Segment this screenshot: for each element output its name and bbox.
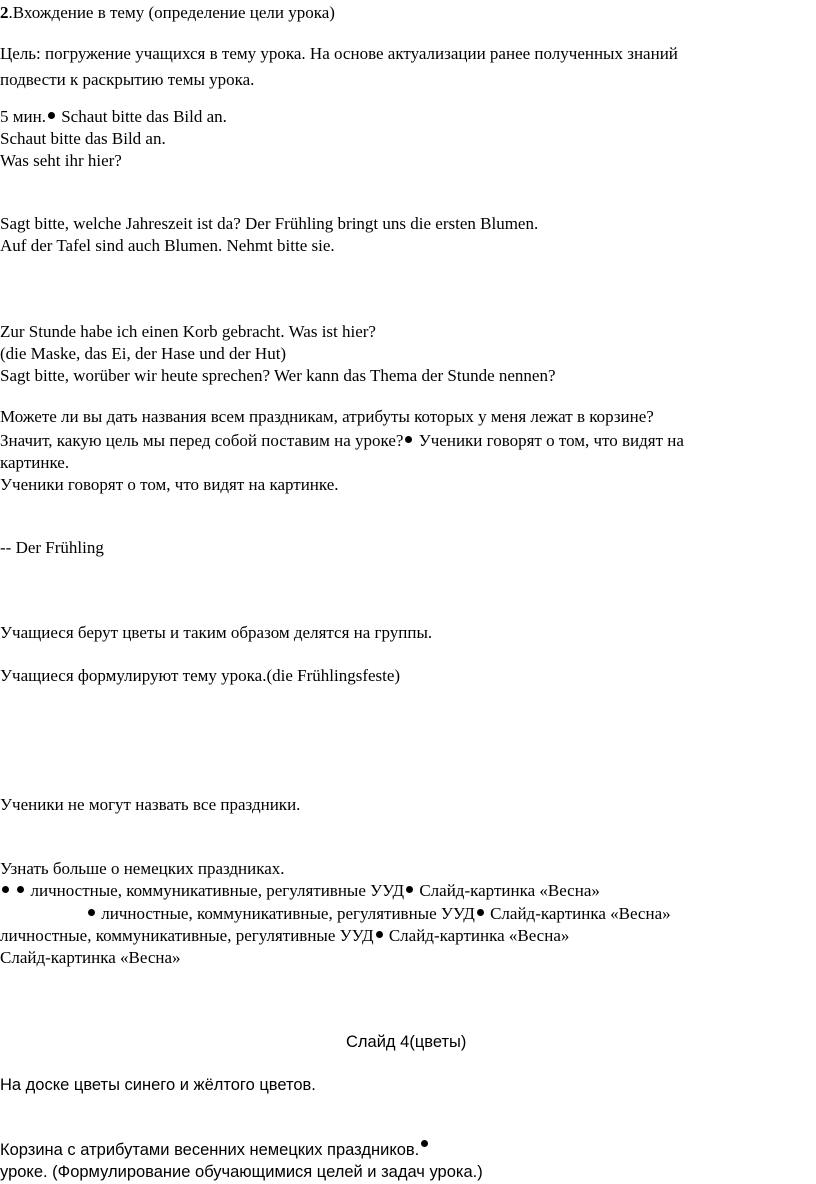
basket-line-1: Zur Stunde habe ich einen Korb gebracht. Was ist hier? xyxy=(0,322,376,341)
slide-text: Слайд-картинка «Весна» xyxy=(415,881,600,900)
uud-line-3 xyxy=(0,925,569,947)
students-formulate: Учащиеся формулируют тему урока.(die Frühlingsfeste) xyxy=(0,666,401,685)
students-cannot-name: Ученики не могут назвать все праздники. xyxy=(0,795,301,814)
section-number: 2 xyxy=(0,3,9,22)
basket-attributes xyxy=(0,1139,430,1161)
time-label: 5 мин. xyxy=(0,107,46,126)
slide-text: Слайд-картинка «Весна» xyxy=(485,904,671,923)
basket-line-3: Sagt bitte, worüber wir heute sprechen? Wer kann das Thema der Stunde nennen? xyxy=(0,366,556,385)
slide-text: Слайд-картинка «Весна» xyxy=(384,926,570,945)
students-take-flowers: Учащиеся берут цветы и таким образом делятся на группы. xyxy=(0,623,433,642)
bullet-icon xyxy=(48,112,55,119)
spring-line-2: Auf der Tafel sind auch Blumen. Nehmt bitte sie. xyxy=(0,236,335,255)
lesson-goal: уроке. (Формулирование обучающимися целей и задач урока.) xyxy=(0,1163,483,1181)
holidays-line-1: Можете ли вы дать названия всем праздникам, атрибуты которых у меня лежат в корзине? xyxy=(0,407,654,426)
bullet-icon xyxy=(17,886,24,893)
holidays-line-4: Ученики говорят о том, что видят на картинке. xyxy=(0,475,339,494)
goal-question: Значит, какую цель мы перед собой поставим на уроке? xyxy=(0,431,404,450)
question-text: Was seht ihr hier? xyxy=(0,151,122,170)
bullet-icon xyxy=(88,909,95,916)
section-heading xyxy=(0,2,335,24)
basket-attr-text: Корзина с атрибутами весенних немецких праздников. xyxy=(0,1141,420,1159)
slide-plain: Слайд-картинка «Весна» xyxy=(0,948,181,967)
uud-text: личностные, коммуникативные, регулятивные УУД xyxy=(0,926,374,945)
instruction-repeat: Schaut bitte das Bild an. xyxy=(0,129,166,148)
bullet-icon xyxy=(405,436,412,443)
spring-line-1: Sagt bitte, welche Jahreszeit ist da? Der Frühling bringt uns die ersten Blumen. xyxy=(0,214,539,233)
board-text: На доске цветы синего и жёлтого цветов. xyxy=(0,1076,316,1094)
holidays-line-2 xyxy=(0,430,684,452)
uud-line-2 xyxy=(86,903,671,925)
learn-more: Узнать больше о немецких праздниках. xyxy=(0,859,285,878)
bullet-icon xyxy=(421,1140,428,1147)
goal-line-1: Цель: погружение учащихся в тему урока. На основе актуализации ранее полученных знаний xyxy=(0,44,678,63)
bullet-icon xyxy=(477,909,484,916)
uud-line-1 xyxy=(0,880,600,902)
bullet-icon xyxy=(2,886,9,893)
uud-text: личностные, коммуникативные, регулятивные УУД xyxy=(97,904,475,923)
bullet-icon xyxy=(376,931,383,938)
answer-spring: -- Der Frühling xyxy=(0,538,104,557)
section-title: .Вхождение в тему (определение цели урока) xyxy=(8,3,335,22)
uud-text: личностные, коммуникативные, регулятивные УУД xyxy=(26,881,405,900)
slide4-label: Слайд 4(цветы) xyxy=(346,1033,467,1051)
bullet-icon xyxy=(406,886,413,893)
step1-line xyxy=(0,106,227,128)
goal-line-2: подвести к раскрытию темы урока. xyxy=(0,70,255,89)
students-say: Ученики говорят о том, что видят на xyxy=(414,431,684,450)
holidays-line-3: картинке. xyxy=(0,453,70,472)
instruction-text: Schaut bitte das Bild an. xyxy=(61,107,227,126)
basket-line-2: (die Maske, das Ei, der Hase und der Hut) xyxy=(0,344,287,363)
